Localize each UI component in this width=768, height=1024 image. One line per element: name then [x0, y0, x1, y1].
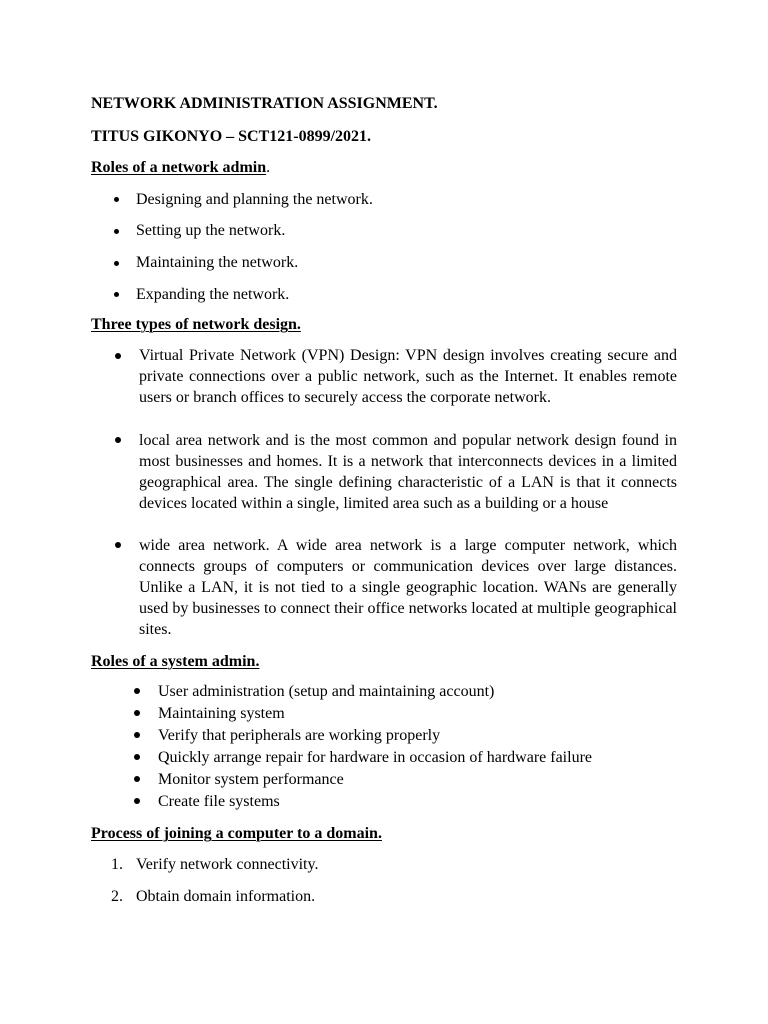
list-item: Designing and planning the network.	[136, 191, 373, 208]
list-item: Monitor system performance	[158, 771, 344, 788]
bullet-icon	[114, 292, 119, 297]
bullet-icon	[134, 688, 140, 694]
step-number: 2.	[111, 888, 123, 905]
bullet-icon	[114, 261, 119, 266]
section-heading-text: Roles of a network admin	[91, 159, 267, 176]
list-item: local area network and is the most common and popular network design found in most businesses and homes. It is a network that interconnects devices in a limited geographical area. The single defining characteristic of a LAN is that it connects devices located within a single, limited area such as a building or a house	[139, 432, 677, 512]
list-item: User administration (setup and maintaining account)	[158, 683, 495, 700]
bullet-icon	[134, 776, 140, 782]
bullet-icon	[114, 229, 119, 234]
bullet-icon	[115, 353, 121, 359]
section-heading-system-admin-roles: Roles of a system admin.	[91, 653, 260, 670]
bullet-icon	[134, 732, 140, 738]
section-heading-network-design-types: Three types of network design.	[91, 316, 301, 333]
list-item: Create file systems	[158, 793, 280, 810]
list-item: Expanding the network.	[136, 286, 290, 303]
list-item: Virtual Private Network (VPN) Design: VPN design involves creating secure and private connections over a public network, such as the Internet. It enables remote users or branch offices to securely access the corporate network.	[139, 347, 677, 406]
step-number: 1.	[111, 856, 123, 873]
section-heading-suffix: .	[266, 159, 271, 176]
bullet-icon	[115, 542, 121, 548]
bullet-icon	[134, 754, 140, 760]
step-text: Verify network connectivity.	[136, 856, 319, 873]
document-title: NETWORK ADMINISTRATION ASSIGNMENT.	[91, 95, 438, 112]
list-item: Maintaining system	[158, 705, 285, 722]
step-text: Obtain domain information.	[136, 888, 316, 905]
list-item: Maintaining the network.	[136, 254, 299, 271]
list-item: Setting up the network.	[136, 222, 286, 239]
list-item: Quickly arrange repair for hardware in occasion of hardware failure	[158, 749, 592, 766]
list-item: Verify that peripherals are working properly	[158, 727, 441, 744]
list-item: wide area network. A wide area network is a large computer network, which connects groups of computers or communication devices over large distances. Unlike a LAN, it is not tied to a single geographic location. WANs are generally used by businesses to connect their office networks located at multiple geographical sites.	[139, 537, 677, 638]
bullet-icon	[114, 197, 119, 202]
section-heading-network-admin-roles	[91, 157, 270, 178]
bullet-icon	[115, 437, 121, 443]
bullet-icon	[134, 710, 140, 716]
bullet-icon	[134, 798, 140, 804]
author-line: TITUS GIKONYO – SCT121-0899/2021.	[91, 128, 372, 145]
section-heading-domain-join-process: Process of joining a computer to a domain.	[91, 825, 382, 842]
